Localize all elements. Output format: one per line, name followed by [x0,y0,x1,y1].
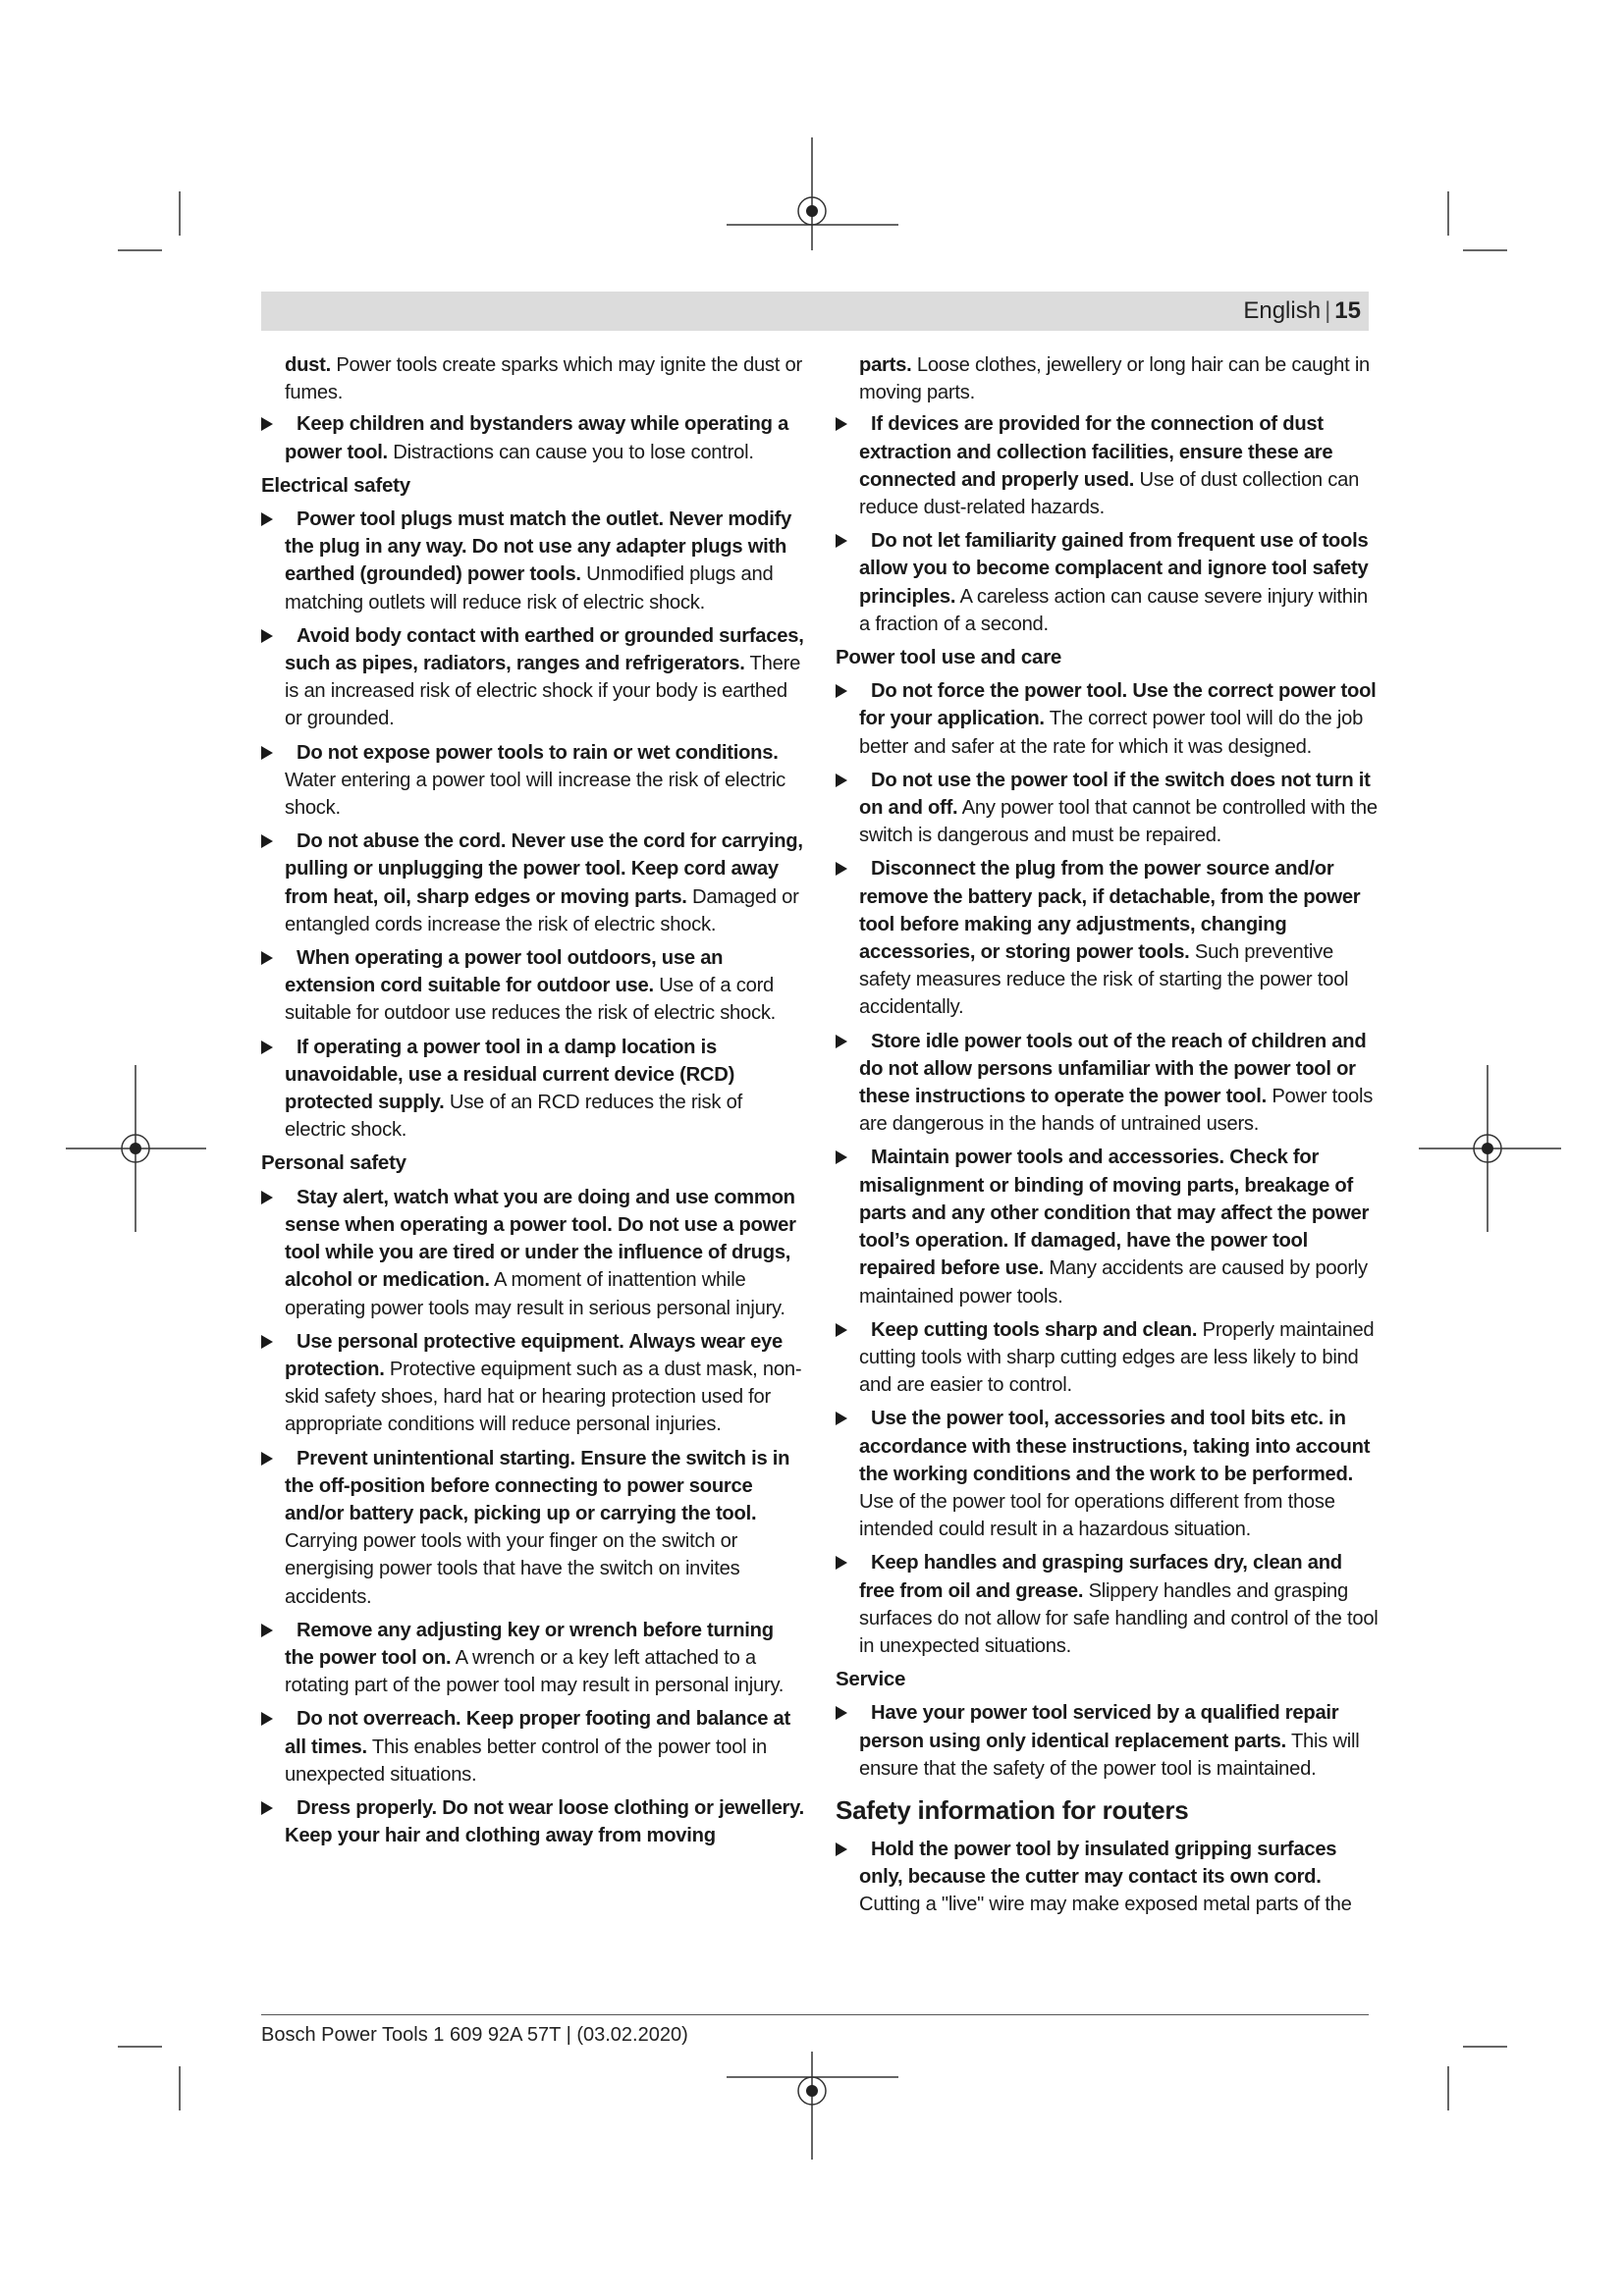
item-lead: Use the power tool, accessories and tool bits etc. in accordance with these instructions, taking into account the working conditions and the work to be performed. [859,1408,1371,1485]
item-lead: Keep children and bystanders away while operating a power tool. [285,413,789,463]
right-column [836,351,1380,1925]
electrical-safety-list [261,506,806,1144]
bullet-arrow-icon [836,1323,847,1337]
heading-service: Service [836,1668,906,1691]
bullet-arrow-icon [836,1150,847,1164]
item-lead: Keep handles and grasping surfaces dry, clean and free from oil and grease. [859,1552,1342,1602]
bullet-arrow-icon [261,1801,273,1815]
list-item [261,622,806,733]
left-first-list [261,410,806,465]
item-lead: Keep cutting tools sharp and clean. [871,1318,1198,1341]
footer-rule [261,2014,1369,2015]
item-body: Unmodified plugs and matching outlets will reduce risk of electric shock. [285,563,774,614]
list-item [836,1028,1380,1139]
list-item [836,1549,1380,1660]
item-lead: Use personal protective equipment. Always wear eye protection. [285,1330,783,1380]
heading-routers: Safety information for routers [836,1794,1189,1825]
list-item [261,1328,806,1439]
item-body: Damaged or entangled cords increase the risk of electric shock. [285,885,799,935]
bullet-arrow-icon [836,1842,847,1856]
bullet-arrow-icon [261,1191,273,1204]
list-item [836,1144,1380,1309]
list-item [836,1316,1380,1400]
bullet-arrow-icon [836,534,847,548]
item-body: Cutting a "live" wire may make exposed metal parts of the [859,1894,1352,1916]
left-column [261,351,806,1855]
item-lead: Do not use the power tool if the switch does not turn it on and off. [859,769,1371,820]
list-item [261,1184,806,1322]
bullet-arrow-icon [836,684,847,698]
bullet-arrow-icon [836,417,847,431]
item-lead: Do not abuse the cord. Never use the cord for carrying, pulling or unplugging the power tool. Keep cord away from heat, oil, sharp edges or moving parts. [285,830,803,908]
bullet-arrow-icon [836,774,847,787]
item-body: This enables better control of the power tool in unexpected situations. [285,1735,767,1786]
bullet-arrow-icon [261,834,273,848]
page-header-text: English | 15 [1243,297,1361,324]
continued-lead-right: parts. [859,354,912,376]
item-lead: Dress properly. Do not wear loose clothing or jewellery. Keep your hair and clothing away from moving [285,1796,804,1847]
item-body: Protective equipment such as a dust mask, non-skid safety shoes, hard hat or hearing protection used for appropriate conditions will reduce personal injuries. [285,1358,802,1436]
item-lead: Do not expose power tools to rain or wet conditions. [297,741,779,764]
right-first-list [836,410,1380,638]
item-body: Use of a cord suitable for outdoor use reduces the risk of electric shock. [285,975,777,1025]
item-lead: Do not let familiarity gained from frequent use of tools allow you to become complacent and ignore tool safety principles. [859,530,1369,608]
item-body: This will ensure that the safety of the power tool is maintained. [859,1730,1360,1780]
heading-electrical-safety: Electrical safety [261,473,410,497]
item-lead: Store idle power tools out of the reach of children and do not allow persons unfamiliar with the power tool or these instructions to operate the power tool. [859,1030,1367,1108]
item-lead: Have your power tool serviced by a qualified repair person using only identical replacement parts. [859,1702,1339,1752]
list-item [836,1836,1380,1919]
list-item [261,1794,806,1849]
item-body: A wrench or a key left attached to a rotating part of the power tool may result in personal injury. [285,1646,785,1697]
bullet-arrow-icon [261,1041,273,1054]
item-body: Properly maintained cutting tools with sharp cutting edges are less likely to bind and are easier to control. [859,1318,1375,1397]
continued-lead: dust. [285,354,331,376]
bullet-arrow-icon [261,629,273,643]
item-body: Many accidents are caused by poorly maintained power tools. [859,1257,1368,1308]
continued-paragraph-right [836,351,1380,406]
item-body: Slippery handles and grasping surfaces do not allow for safe handling and control of the tool in unexpected situations. [859,1579,1379,1657]
list-item [836,855,1380,1021]
item-body: The correct power tool will do the job better and safer at the rate for which it was designed. [859,708,1364,758]
page-header [261,292,1369,331]
item-lead: When operating a power tool outdoors, use an extension cord suitable for outdoor use. [285,947,724,997]
service-list [836,1699,1380,1783]
continued-body-right: Loose clothes, jewellery or long hair can be caught in moving parts. [859,354,1371,404]
bullet-arrow-icon [261,1452,273,1466]
item-lead: Power tool plugs must match the outlet. Never modify the plug in any way. Do not use any adapter plugs with earthed (grounded) power tools. [285,508,792,586]
list-item [261,828,806,938]
page-footer: Bosch Power Tools 1 609 92A 57T | (03.02.2020) [261,2024,688,2046]
list-item [261,1445,806,1611]
list-item [261,1705,806,1789]
bullet-arrow-icon [836,862,847,876]
bullet-arrow-icon [836,1035,847,1048]
item-lead: Disconnect the plug from the power source and/or remove the battery pack, if detachable, from the power tool before making any adjustments, changing accessories, or storing power tools. [859,858,1361,964]
item-body: Carrying power tools with your finger on the switch or energising power tools that have the switch on invites accidents. [285,1530,740,1608]
list-item [836,1405,1380,1543]
list-item [836,1699,1380,1783]
page-number: 15 [1334,297,1361,324]
bullet-arrow-icon [261,1624,273,1637]
item-body: A careless action can cause severe injury within a fraction of a second. [859,585,1368,635]
item-body: Power tools are dangerous in the hands of untrained users. [859,1086,1374,1136]
list-item [261,739,806,823]
item-lead: Do not overreach. Keep proper footing and balance at all times. [285,1708,790,1758]
list-item [836,527,1380,638]
item-lead: Stay alert, watch what you are doing and use common sense when operating a power tool. Do not use a power tool while you are tired or under the influence of drugs, alcohol or medication. [285,1186,796,1292]
bullet-arrow-icon [261,417,273,431]
routers-list [836,1836,1380,1919]
continued-body: Power tools create sparks which may ignite the dust or fumes. [285,354,802,404]
bullet-arrow-icon [261,1712,273,1726]
bullet-arrow-icon [261,1335,273,1349]
item-lead: Remove any adjusting key or wrench before turning the power tool on. [285,1619,774,1669]
heading-personal-safety: Personal safety [261,1151,406,1175]
list-item [261,944,806,1028]
bullet-arrow-icon [261,512,273,526]
item-body: Any power tool that cannot be controlled with the switch is dangerous and must be repaired. [859,797,1378,847]
item-lead: Avoid body contact with earthed or grounded surfaces, such as pipes, radiators, ranges and refrigerators. [285,624,804,675]
item-lead: Hold the power tool by insulated gripping surfaces only, because the cutter may contact its own cord. [859,1838,1337,1889]
bullet-arrow-icon [836,1556,847,1570]
list-item [836,677,1380,761]
list-item [836,767,1380,850]
heading-power-tool-use: Power tool use and care [836,646,1062,669]
list-item [261,506,806,616]
list-item [261,1034,806,1145]
item-body: Water entering a power tool will increase the risk of electric shock. [285,769,785,820]
continued-paragraph [261,351,806,406]
item-lead: Prevent unintentional starting. Ensure the switch is in the off-position before connecting to power source and/or battery pack, picking up or carrying the tool. [285,1447,790,1524]
item-lead: Maintain power tools and accessories. Check for misalignment or binding of moving parts, breakage of parts and any other condition that may affect the power tool’s operation. If damaged, have the power tool repaired before use. [859,1147,1370,1280]
list-item [836,410,1380,521]
list-item [261,1617,806,1700]
item-body: Use of the power tool for operations different from those intended could result in a hazardous situation. [859,1490,1335,1541]
item-body: Distractions can cause you to lose control. [387,441,754,463]
item-body: A moment of inattention while operating power tools may result in serious personal injury. [285,1269,785,1319]
bullet-arrow-icon [836,1706,847,1720]
bullet-arrow-icon [261,951,273,965]
power-tool-use-list [836,677,1380,1660]
item-lead: If operating a power tool in a damp location is unavoidable, use a residual current device (RCD) protected supply. [285,1036,735,1114]
item-body: Use of an RCD reduces the risk of electric shock. [285,1092,742,1142]
item-body: Such preventive safety measures reduce the risk of starting the power tool accidentally. [859,941,1349,1019]
personal-safety-list [261,1184,806,1850]
item-body: There is an increased risk of electric shock if your body is earthed or grounded. [285,653,801,730]
item-lead: Do not force the power tool. Use the correct power tool for your application. [859,680,1377,730]
bullet-arrow-icon [836,1412,847,1425]
bullet-arrow-icon [261,746,273,760]
section-label: English [1243,297,1322,324]
item-body: Use of dust collection can reduce dust-related hazards. [859,468,1360,519]
item-lead: If devices are provided for the connection of dust extraction and collection facilities, ensure these are connected and properly used. [859,413,1333,491]
list-item [261,410,806,465]
